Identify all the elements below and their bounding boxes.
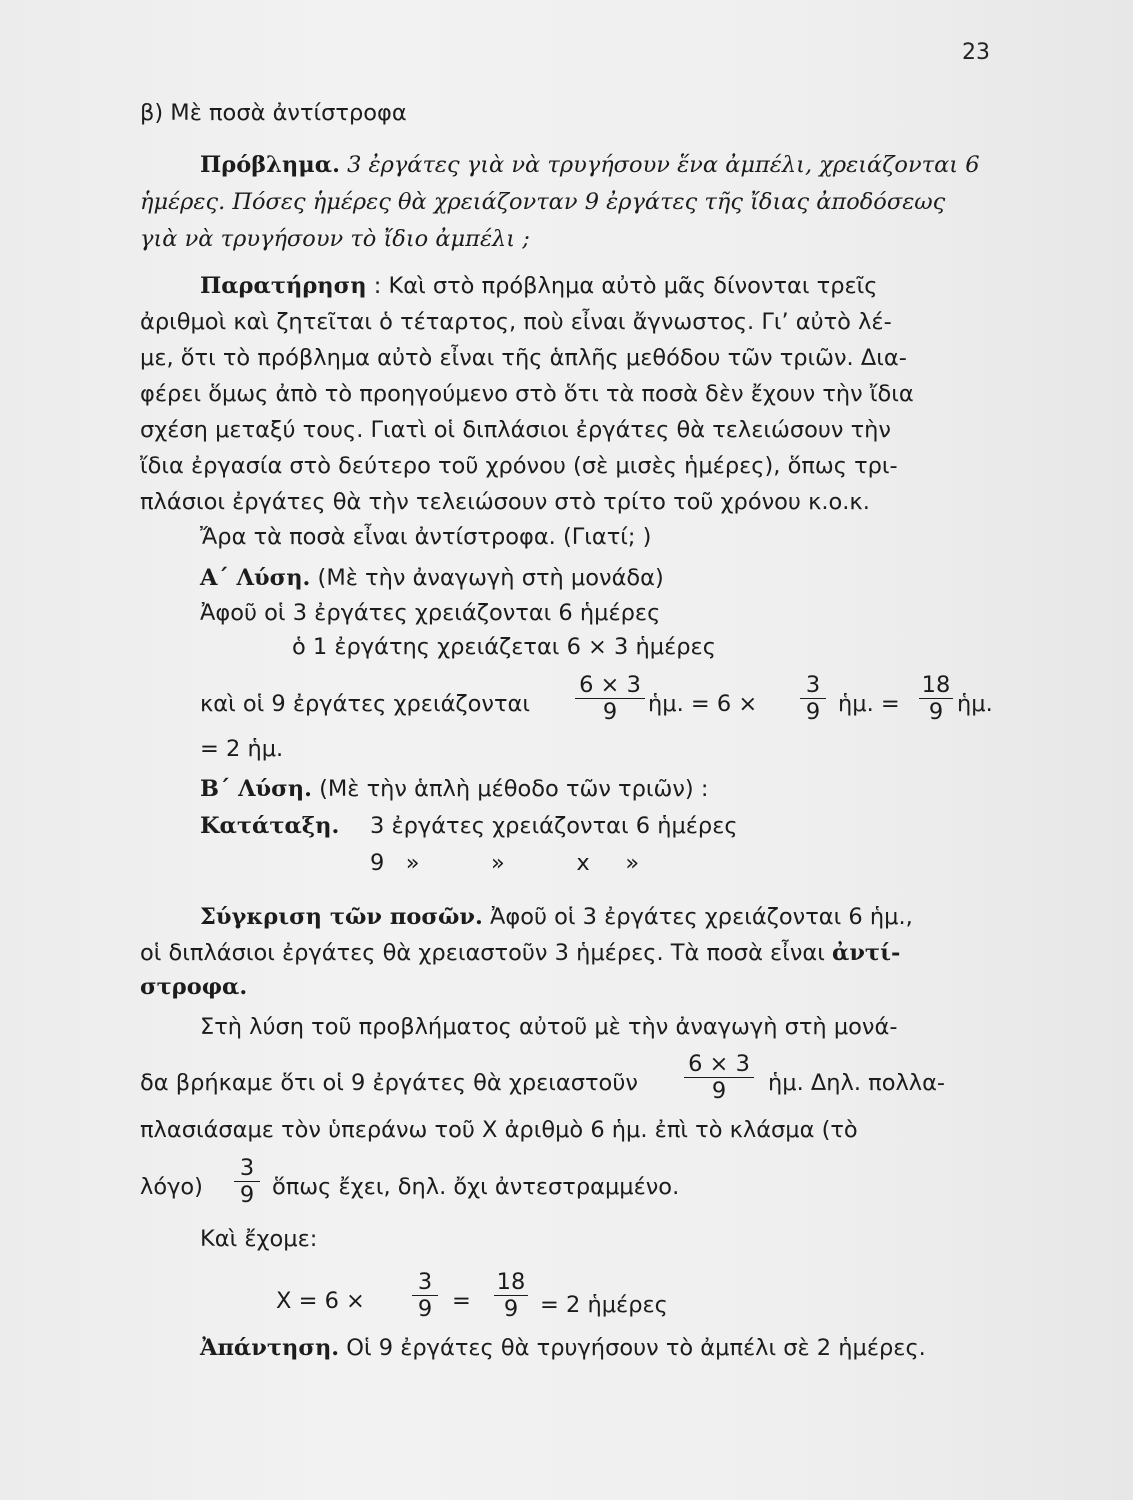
section-subheading: β) Μὲ ποσὰ ἀντίστροφα [140,100,407,126]
solution-a-line-3-pre: καὶ οἱ 9 ἐργάτες χρειάζονται [200,691,530,717]
fraction-6x3-over-9-b [684,1051,754,1104]
paragraph-line-2-pre: δα βρήκαμε ὅτι οἱ 9 ἐργάτες θὰ χρειαστοῦν [140,1070,638,1096]
solution-a-label: Α΄ Λύση. [200,565,311,591]
problem-line-1 [200,150,980,180]
solution-a-result: = 2 ἡμ. [200,736,284,762]
arrangement-row-1: 3 ἐργάτες χρειάζονται 6 ἡμέρες [370,813,738,839]
remark-line-2: ἀριθμοὶ καὶ ζητεῖται ὁ τέταρτος, ποὺ εἶναι ἄγνωστος. Γι’ αὐτὸ λέ- [140,309,892,335]
page-number: 23 [962,40,990,65]
fraction-numerator: 3 [239,1155,255,1181]
equation-equals: = [452,1288,471,1314]
fraction-numerator: 6 × 3 [688,1051,750,1077]
paragraph-line-4-pre: λόγο) [140,1174,203,1200]
paragraph-line-4-post: ὅπως ἔχει, δηλ. ὄχι ἀντεστραμμένο. [272,1174,680,1200]
comparison-text-2: οἱ διπλάσιοι ἐργάτες θὰ χρειαστοῦν 3 ἡμέρες. Τὰ ποσὰ εἶναι [140,940,825,966]
fraction-numerator: 3 [805,672,821,698]
remark-line-3: με, ὅτι τὸ πρόβλημα αὐτὸ εἶναι τῆς ἁπλῆς μεθόδου τῶν τριῶν. Δια- [140,345,907,371]
fraction-denominator: 9 [239,1182,255,1208]
solution-a-mid-1: ἡμ. = 6 × [648,691,758,717]
equation-fraction-3-over-9 [412,1269,438,1322]
paragraph-line-2-post: ἡμ. Δηλ. πολλα- [768,1070,946,1096]
fraction-18-over-9 [919,672,953,725]
remark-line-5: σχέση μεταξύ τους. Γιατὶ οἱ διπλάσιοι ἐργάτες θὰ τελειώσουν τὴν [140,417,891,443]
fraction-numerator: 18 [921,672,951,698]
fraction-3-over-9-b [234,1155,260,1208]
problem-line-3: γιὰ νὰ τρυγήσουν τὸ ἴδιο ἀμπέλι ; [140,226,530,252]
fraction-3-over-9 [800,672,826,725]
solution-a-end: ἡμ. [957,691,993,717]
remark-line-6: ἴδια ἐργασία στὸ δεύτερο τοῦ χρόνου (σὲ μισὲς ἡμέρες), ὅπως τρι- [140,453,898,479]
solution-a-line-2: ὁ 1 ἐργάτης χρειάζεται 6 × 3 ἡμέρες [292,634,716,660]
remark-label: Παρατήρηση [200,273,367,299]
remark-line-1 [200,271,877,301]
comparison-emphasis-1: ἀντί- [832,940,901,966]
comparison-text-1: Ἀφοῦ οἱ 3 ἐργάτες χρειάζονται 6 ἡμ., [489,904,913,930]
equation-fraction-18-over-9 [494,1269,528,1322]
fraction-denominator: 9 [805,699,821,725]
remark-line-7: πλάσιοι ἐργάτες θὰ τὴν τελειώσουν στὸ τρίτο τοῦ χρόνου κ.ο.κ. [140,489,870,515]
comparison-line-2 [140,938,900,968]
solution-a-mid-2: ἡμ. = [838,691,900,717]
problem-label: Πρόβλημα. [200,152,340,178]
remark-line-4: φέρει ὅμως ἀπὸ τὸ προηγούμενο στὸ ὅτι τὰ ποσὰ δὲν ἔχουν τὴν ἴδια [140,381,914,407]
arrangement-label: Κατάταξη. [200,813,340,839]
solution-a-title [200,563,664,593]
problem-line-2: ἡμέρες. Πόσες ἡμέρες θὰ χρειάζονταν 9 ἐργάτες τῆς ἴδιας ἀποδόσεως [140,189,946,215]
remark-line-8: Ἄρα τὰ ποσὰ εἶναι ἀντίστροφα. (Γιατί; ) [200,524,652,550]
comparison-line-1 [200,902,913,932]
fraction-numerator: 3 [417,1269,433,1295]
equation-post: = 2 ἡμέρες [540,1292,668,1318]
paragraph-line-5: Καὶ ἔχομε: [200,1226,318,1252]
fraction-numerator: 18 [496,1269,526,1295]
solution-a-subtitle: (Μὲ τὴν ἀναγωγὴ στὴ μονάδα) [317,565,664,591]
equation-pre: X = 6 × [276,1288,365,1314]
fraction-denominator: 9 [417,1296,433,1322]
answer-line [200,1333,926,1363]
paragraph-line-3: πλασιάσαμε τὸν ὑπεράνω τοῦ X ἀριθμὸ 6 ἡμ. ἐπὶ τὸ κλάσμα (τὸ [140,1117,858,1143]
answer-text: Οἱ 9 ἐργάτες θὰ τρυγήσουν τὸ ἀμπέλι σὲ 2 ἡμέρες. [346,1335,926,1361]
problem-text-1: 3 ἐργάτες γιὰ νὰ τρυγήσουν ἕνα ἀμπέλι, χρειάζονται 6 [347,152,980,178]
fraction-6x3-over-9 [575,672,645,725]
fraction-numerator: 6 × 3 [579,672,641,698]
remark-text-1: : Καὶ στὸ πρόβλημα αὐτὸ μᾶς δίνονται τρεῖς [373,273,878,299]
solution-a-line-1: Ἀφοῦ οἱ 3 ἐργάτες χρειάζονται 6 ἡμέρες [200,600,661,626]
comparison-line-3: στροφα. [140,974,248,1000]
paragraph-line-1: Στὴ λύση τοῦ προβλήματος αὐτοῦ μὲ τὴν ἀναγωγὴ στὴ μονά- [200,1014,898,1040]
answer-label: Ἀπάντηση. [200,1335,340,1361]
comparison-label: Σύγκριση τῶν ποσῶν. [200,904,483,930]
solution-b-title [200,774,708,804]
fraction-denominator: 9 [928,699,944,725]
arrangement-row-2: 9 » » x » [370,850,640,876]
solution-b-label: Β΄ Λύση. [200,776,312,802]
solution-b-subtitle: (Μὲ τὴν ἁπλὴ μέθοδο τῶν τριῶν) : [319,776,709,802]
fraction-denominator: 9 [503,1296,519,1322]
fraction-denominator: 9 [711,1078,727,1104]
fraction-denominator: 9 [602,699,618,725]
